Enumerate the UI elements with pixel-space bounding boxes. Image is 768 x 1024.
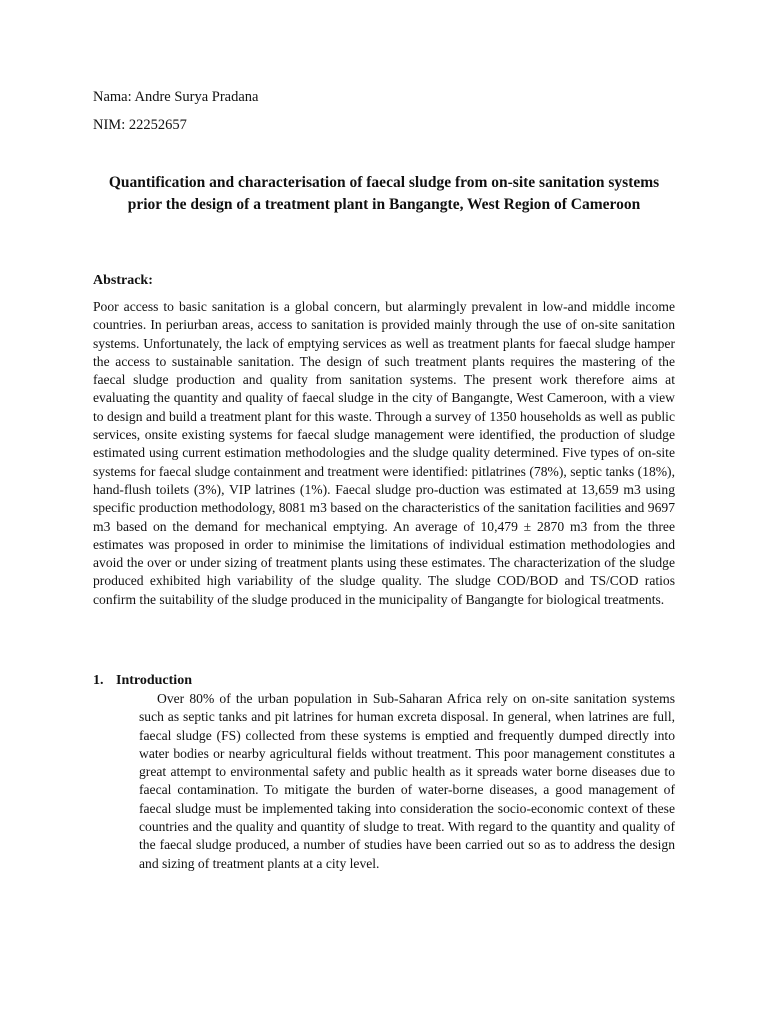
- paper-title: Quantification and characterisation of faecal sludge from on-site sanitation systems prior the design of a treatment plant in Bangangte, West Region of Cameroon: [108, 174, 660, 213]
- abstract-heading: Abstrack:: [93, 273, 153, 288]
- introduction-heading: [93, 672, 192, 690]
- student-name: Nama: Andre Surya Pradana: [93, 89, 259, 105]
- abstract-body: Poor access to basic sanitation is a global concern, but alarmingly prevalent in low-and middle income countries. In periurban areas, access to sanitation is provided mainly through the use of on-site sanitation systems. Unfortunately, the lack of emptying services as well as treatment plants for faecal sludge hamper the access to sustainable sanitation. The design of such treatment plants requires the mastering of the faecal sludge production and quality from sanitation systems. The present work therefore aims at evaluating the quantity and quality of faecal sludge in the city of Bangangte, West Cameroon, with a view to design and build a treatment plant for this waste. Through a survey of 1350 households as well as public services, onsite existing systems for faecal sludge management were identified, the production of sludge estimated using current estimation methodologies and the sludge quality determined. Five types of on-site systems for faecal sludge containment and treatment were identified: pitlatrines (78%), septic tanks (18%), hand-flush toilets (3%), VIP latrines (1%). Faecal sludge pro-duction was estimated at 13,659 m3 using specific production methodology, 8081 m3 based on the characteristics of the sanitation facilities and 9697 m3 based on the demand for mechanical emptying. An average of 10,479 ± 2870 m3 from the three estimates was proposed in order to minimise the limitations of individual estimation methodologies and avoid the over or under sizing of treatment plants using these estimates. The characterization of the sludge produced exhibited high variability of the sludge quality. The sludge COD/BOD and TS/COD ratios confirm the suitability of the sludge produced in the municipality of Bangangte for biological treatments.: [93, 299, 675, 607]
- student-nim: NIM: 22252657: [93, 117, 187, 133]
- section-number: 1.: [93, 673, 104, 688]
- introduction-body: Over 80% of the urban population in Sub-Saharan Africa rely on on-site sanitation systems such as septic tanks and pit latrines for human excreta disposal. In general, when latrines are full, faecal sludge (FS) collected from these systems is emptied and frequently dumped directly into water bodies or nearby agricultural fields without treatment. This poor management constitutes a great attempt to environmental safety and public health as it spreads water borne diseases due to faecal contamination. To mitigate the burden of water-borne diseases, a good management of faecal sludge must be implemented taking into consideration the socio-economic context of these countries and the quality and quantity of sludge to treat. With regard to the quantity and quality of the faecal sludge produced, a number of studies have been carried out so as to address the design and sizing of treatment plants at a city level.: [139, 691, 675, 871]
- section-title: Introduction: [116, 673, 192, 688]
